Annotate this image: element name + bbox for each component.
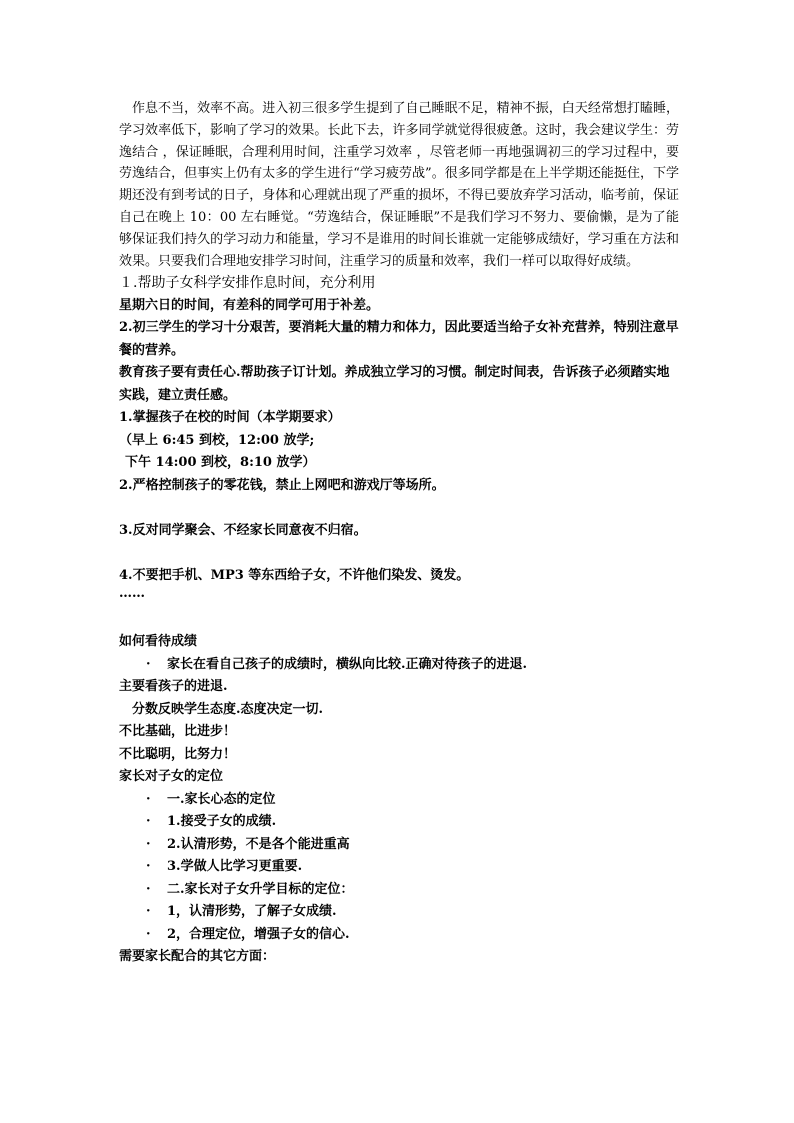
- positioning-heading: 家长对子女的定位: [119, 769, 224, 785]
- ellipsis: ……: [119, 586, 145, 602]
- grades-bullet: [119, 654, 679, 677]
- spacer: [119, 601, 679, 631]
- positioning-item-text: 二.家长对子女升学目标的定位：: [167, 881, 354, 897]
- bullet-dot: ·: [146, 926, 151, 942]
- spacer: [119, 542, 679, 565]
- intro-paragraph: 作息不当，效率不高。进入初三很多学生提到了自己睡眠不足，精神不振，白天经常想打瞌睡，学习效率低下，影响了学习的效果。长此下去，许多同学就觉得很疲惫。这时，我会建议学生：劳逸结合 ，保证睡眠，合理利用时间，注重学习效率 ，尽管老师一再地强调初三的学习过程中，要劳逸结合，但事实上仍有太多的学生进行“学习疲劳战”。很多同学都是在上半学期还能挺住，下学期还没有到考试的日子，身体和心理就出现了严重的损坏，不得已要放弃学习活动，临考前，保证自己在晚上 10：00 左右睡觉。“劳逸结合，保证睡眠”不是我们学习不努力、要偷懒，是为了能够保证我们持久的学习动力和能量，学习不是谁用的时间长谁就一定能够成绩好，学习重在方法和效果。只要我们合理地安排学习时间，注重学习的质量和效率，我们一样可以取得好成绩。: [119, 101, 679, 269]
- slogan-progress: 不比基础，比进步！: [119, 724, 237, 740]
- positioning-item: [119, 901, 679, 924]
- closing-heading: 需要家长配合的其它方面：: [119, 949, 276, 965]
- positioning-item: [119, 834, 679, 857]
- positioning-item: [119, 879, 679, 902]
- rule-pocket-money: 2.严格控制孩子的零花钱，禁止上网吧和游戏厅等场所。: [119, 477, 445, 493]
- document-body: [119, 98, 679, 969]
- grades-attitude: 分数反映学生态度.态度决定一切.: [132, 701, 324, 717]
- grades-heading: 如何看待成绩: [119, 634, 198, 650]
- positioning-item-text: 一.家长心态的定位: [167, 791, 276, 807]
- tip-schedule-line-1: １.帮助子女科学安排作息时间，充分利用: [119, 275, 376, 292]
- school-time-afternoon: 下午 14:00 到校，8:10 放学）: [125, 455, 316, 471]
- slogan-effort: 不比聪明，比努力！: [119, 746, 237, 762]
- bullet-dot: ·: [146, 836, 151, 852]
- positioning-item: [119, 924, 679, 947]
- bullet-dot: ·: [146, 859, 151, 875]
- bullet-dot: ·: [146, 881, 151, 897]
- bullet-dot: ·: [146, 814, 151, 830]
- spacer: [119, 497, 679, 520]
- school-time-heading: 1.掌握孩子在校的时间（本学期要求）: [119, 410, 341, 426]
- grades-bullet-text: 家长在看自己孩子的成绩时，横纵向比较.正确对待孩子的进退.: [167, 656, 528, 672]
- rule-devices: 4.不要把手机、MP3 等东西给子女，不许他们染发、烫发。: [119, 567, 470, 583]
- tip-nutrition: 2.初三学生的学习十分艰苦，要消耗大量的精力和体力，因此要适当给子女补充营养，特别注意早餐的营养。: [119, 320, 679, 358]
- positioning-item-text: 1，认清形势，了解子女成绩.: [167, 904, 337, 920]
- grades-focus: 主要看孩子的进退.: [119, 679, 228, 695]
- bullet-dot: ·: [146, 656, 151, 672]
- positioning-item-text: 2.认清形势，不是各个能进重高: [167, 836, 350, 852]
- school-time-morning: （早上 6:45 到校，12:00 放学;: [119, 432, 315, 448]
- positioning-item: [119, 789, 679, 812]
- positioning-item: [119, 856, 679, 879]
- bullet-dot: ·: [146, 904, 151, 920]
- positioning-item-text: 2，合理定位，增强子女的信心.: [167, 926, 350, 942]
- positioning-item: [119, 811, 679, 834]
- tip-schedule-line-2: 星期六日的时间，有差科的同学可用于补差。: [119, 297, 380, 313]
- tip-responsibility: 教育孩子要有责任心.帮助孩子订计划。养成独立学习的习惯。制定时间表，告诉孩子必须踏实地实践，建立责任感。: [119, 365, 670, 403]
- bullet-dot: ·: [146, 791, 151, 807]
- positioning-item-text: 1.接受子女的成绩.: [167, 814, 277, 830]
- positioning-item-text: 3.学做人比学习更重要.: [167, 859, 303, 875]
- rule-gatherings: 3.反对同学聚会、不经家长同意夜不归宿。: [119, 522, 367, 538]
